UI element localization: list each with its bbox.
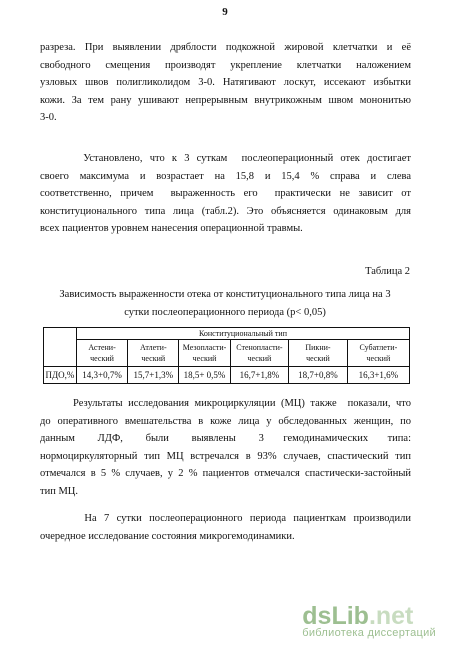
paragraph-2 xyxy=(40,150,411,238)
watermark xyxy=(302,602,436,639)
row-label: ПДО,% xyxy=(44,367,77,384)
table-cell: 14,3+0,7% xyxy=(76,367,127,384)
table-cell: 15,7+1,3% xyxy=(128,367,179,384)
table-title xyxy=(30,286,420,321)
text-line: конституционального типа лица (табл.2). Это объясняется одинаковым для xyxy=(40,205,411,217)
text-line: тип МЦ. xyxy=(40,485,78,497)
text-line: всех пациентов уровнем нанесения операционной травмы. xyxy=(40,223,303,235)
table-corner-cell xyxy=(44,328,77,340)
text-line: кожи. За тем рану ушивают непрерывным внутрикожным швом мононитью xyxy=(40,94,411,106)
table-title-line-2: сутки послеоперационного периода (p< 0,05) xyxy=(124,306,326,318)
text-line: отмечался в 5 % случаев, у 2 % пациентов отмечался спастически-застойный xyxy=(40,468,411,480)
watermark-subtitle: библиотека диссертаций xyxy=(302,627,436,639)
text-line: своего максимума и возрастает на 15,8 и 15,4 % справа и слева xyxy=(40,170,411,182)
column-header: Атлети- ческий xyxy=(128,340,179,367)
paragraph-3 xyxy=(40,395,411,501)
table-group-header: Конституциональный тип xyxy=(76,328,409,340)
data-table xyxy=(43,327,410,384)
column-header: Стенопласти- ческий xyxy=(230,340,289,367)
text-line: 3-0. xyxy=(40,112,57,124)
table-cell: 16,7+1,8% xyxy=(230,367,289,384)
text-line: узловых швов полигликолидом 3-0. Натягивают лоскут, иссекают избытки xyxy=(40,77,411,89)
table-row xyxy=(44,367,410,384)
text-line: до оперативного вмешательства в коже лица у обследованных женщин, по xyxy=(40,415,411,427)
table-cell: 18,7+0,8% xyxy=(289,367,348,384)
table-label: Таблица 2 xyxy=(365,266,410,277)
text-line: очередное исследование состояния микрогемодинамики. xyxy=(40,530,295,542)
text-line: данным ЛДФ, были выявлены 3 гемодинамических типа: xyxy=(40,433,411,445)
table-cell: 18,5+ 0,5% xyxy=(179,367,230,384)
page-number: 9 xyxy=(222,6,228,18)
text-line: разреза. При выявлении дряблости подкожной жировой клетчатки и её xyxy=(40,42,411,53)
table-corner-cell xyxy=(44,340,77,367)
paragraph-4 xyxy=(40,510,411,545)
column-header: Субатлети- ческий xyxy=(347,340,409,367)
table-title-line-1: Зависимость выраженности отека от конституционального типа лица на 3 xyxy=(59,289,391,300)
column-header: Мезопласти- ческий xyxy=(179,340,230,367)
watermark-logo: dsLib.net xyxy=(302,602,414,630)
table-cell: 16,3+1,6% xyxy=(347,367,409,384)
text-line: Результаты исследования микроциркуляции (МЦ) также показали, что xyxy=(40,398,411,409)
text-line: На 7 сутки послеоперационного периода пациенткам производили xyxy=(40,513,411,524)
text-line: свободного смещения производят укрепление клетчатки наложением xyxy=(40,59,411,71)
text-line: соответственно, причем выраженность его практически не зависит от xyxy=(40,188,411,200)
column-header: Пикни- ческий xyxy=(289,340,348,367)
text-line: Установлено, что к 3 суткам послеоперационный отек достигает xyxy=(40,153,411,164)
text-line: нормоциркуляторный тип МЦ встречался в 93% случаев, спастический тип xyxy=(40,450,411,462)
column-header: Астени- ческий xyxy=(76,340,127,367)
paragraph-1 xyxy=(40,39,411,127)
